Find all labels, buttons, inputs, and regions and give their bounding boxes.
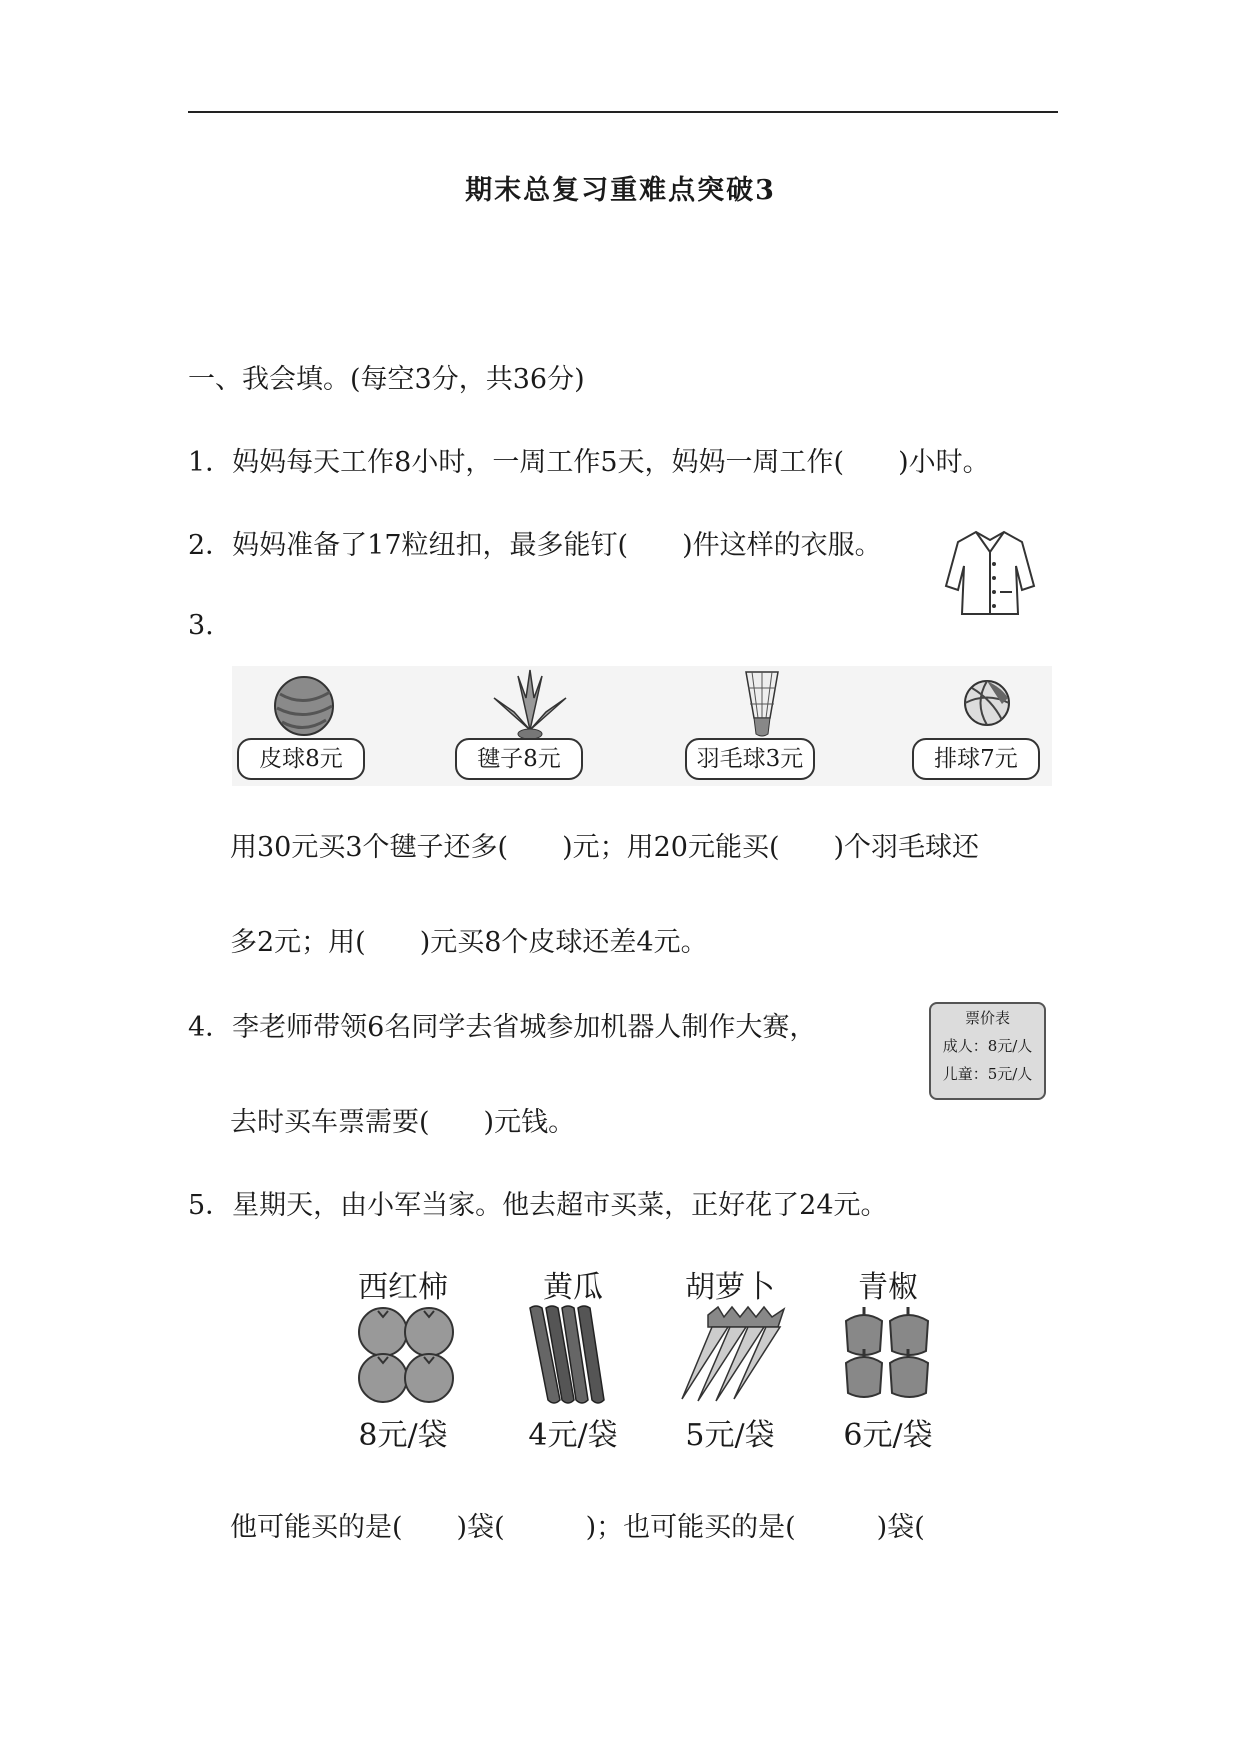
- question-4-line-2: 去时买车票需要( )元钱。: [230, 1107, 576, 1138]
- price-tag-badminton: 羽毛球3元: [685, 738, 815, 780]
- price-tag-shuttlecock: 毽子8元: [455, 738, 583, 780]
- question-1: 1．妈妈每天工作8小时，一周工作5天，妈妈一周工作( )小时。: [188, 447, 990, 478]
- ticket-adult: 成人：8元/人: [942, 1037, 1033, 1055]
- carrot-icon: [668, 1305, 798, 1405]
- veg-price-cucumber: 4元/袋: [528, 1418, 618, 1453]
- veg-name-carrot: 胡萝卜: [685, 1270, 775, 1305]
- header-rule: [188, 111, 1058, 113]
- page-title: 期末总复习重难点突破3: [465, 175, 776, 206]
- veg-price-carrot: 5元/袋: [685, 1418, 775, 1453]
- pepper-icon: [840, 1305, 936, 1405]
- ball-icon: [272, 674, 336, 738]
- question-3-line-1: 用30元买3个毽子还多( )元；用20元能买( )个羽毛球还: [230, 832, 980, 863]
- question-3-line-2: 多2元；用( )元买8个皮球还差4元。: [230, 927, 708, 958]
- question-2: 2．妈妈准备了17粒纽扣，最多能钉( )件这样的衣服。: [188, 530, 882, 561]
- section-heading: 一、我会填。(每空3分，共36分): [188, 364, 585, 395]
- shuttlecock-icon: [488, 668, 572, 742]
- ticket-child: 儿童：5元/人: [942, 1065, 1033, 1083]
- price-tag-volleyball: 排球7元: [912, 738, 1040, 780]
- veg-price-pepper: 6元/袋: [843, 1418, 933, 1453]
- question-4-line-1: 4．李老师带领6名同学去省城参加机器人制作大赛，: [188, 1012, 817, 1043]
- veg-name-pepper: 青椒: [858, 1270, 918, 1305]
- question-5-answer-line: 他可能买的是( )袋( )；也可能买的是( )袋(: [230, 1512, 925, 1543]
- question-3-number: 3.: [188, 610, 214, 641]
- ticket-title: 票价表: [964, 1009, 1010, 1027]
- question-5: 5．星期天，由小军当家。他去超市买菜，正好花了24元。: [188, 1190, 888, 1221]
- price-tag-ball: 皮球8元: [237, 738, 365, 780]
- tomato-icon: [356, 1305, 456, 1405]
- veg-name-cucumber: 黄瓜: [543, 1270, 603, 1305]
- volleyball-icon: [962, 678, 1012, 728]
- cucumber-icon: [526, 1302, 610, 1410]
- badminton-icon: [738, 668, 786, 740]
- ticket-price-table: [929, 1002, 1046, 1100]
- veg-price-tomato: 8元/袋: [358, 1418, 448, 1453]
- coat-icon: [942, 526, 1038, 618]
- veg-name-tomato: 西红柿: [358, 1270, 448, 1305]
